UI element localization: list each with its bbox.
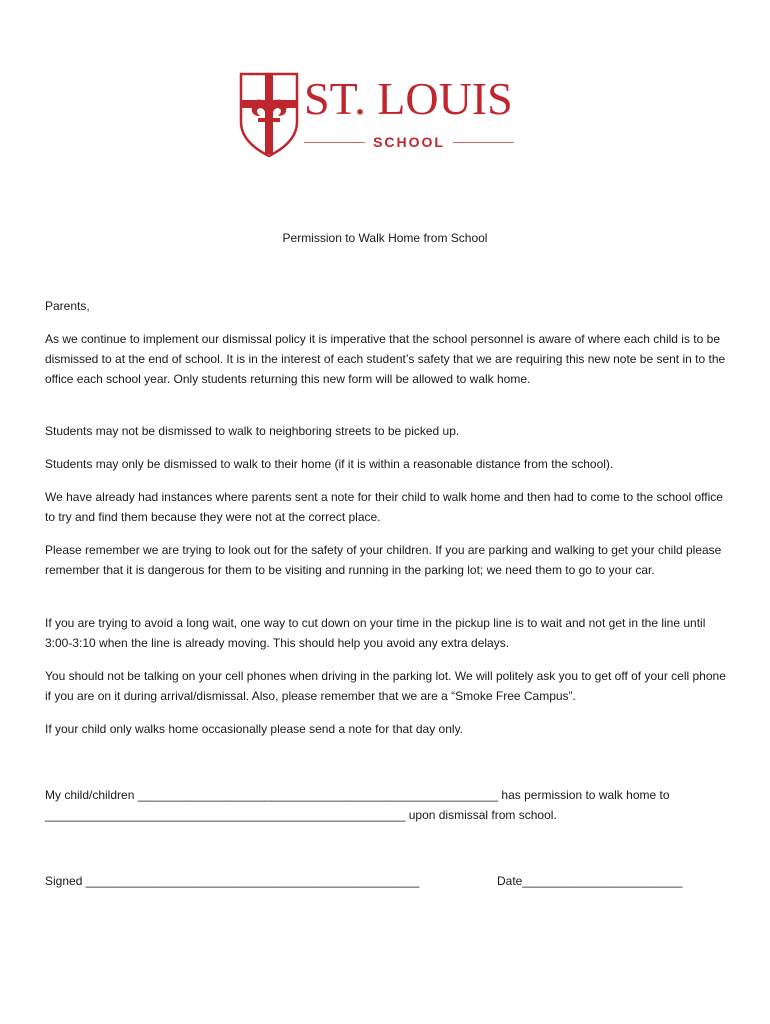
school-logo [238, 68, 518, 160]
paragraph-intro: As we continue to implement our dismissal policy it is imperative that the school personnel is aware of where each child is to be dismissed to at the end of school. It is in the interest of each student’s safety that we are requiring this new note be sent in to the office each school year. Only students returning this new form will be allowed to walk home. [45, 332, 726, 386]
paragraph-pickup-line: If you are trying to avoid a long wait, one way to cut down on your time in the pickup line is to wait and not get in the line until 3:00-3:10 when the line is already moving. This should help you avoid any extra delays. [45, 616, 706, 650]
signature-line: Signed __________________________________________________ [45, 874, 420, 888]
fleur-de-lis-shield-icon [238, 72, 300, 158]
logo-subtitle-text: SCHOOL [373, 134, 445, 150]
paragraph-cell-phones: You should not be talking on your cell phones when driving in the parking lot. We will politely ask you to get off of your cell phone if you are on it during arrival/dismissal. Also, please remember that we are a “Smoke Free Campus”. [45, 669, 726, 703]
logo-subtitle [304, 132, 514, 152]
document-title: Permission to Walk Home from School [282, 231, 488, 245]
logo-rule-left [304, 142, 365, 143]
permission-line-child: My child/children ______________________________________________________ has permission to walk home to [45, 788, 670, 802]
logo-rule-right [453, 142, 514, 143]
paragraph-safety: Please remember we are trying to look out for the safety of your children. If you are parking and walking to get your child please remember that it is dangerous for them to be visiting and running in the parking lot; we need them to go to your car. [45, 543, 722, 577]
logo-school-name: ST. LOUIS [304, 73, 513, 124]
permission-line-destination: ______________________________________________________ upon dismissal from school. [45, 808, 557, 822]
salutation: Parents, [45, 299, 90, 313]
paragraph-home-only: Students may only be dismissed to walk to their home (if it is within a reasonable distance from the school). [45, 457, 614, 471]
paragraph-occasional: If your child only walks home occasionally please send a note for that day only. [45, 722, 464, 736]
paragraph-instances: We have already had instances where parents sent a note for their child to walk home and then had to come to the school office to try and find them because they were not at the correct place. [45, 490, 723, 524]
date-line: Date________________________ [497, 874, 683, 888]
paragraph-neighboring-streets: Students may not be dismissed to walk to neighboring streets to be picked up. [45, 424, 460, 438]
